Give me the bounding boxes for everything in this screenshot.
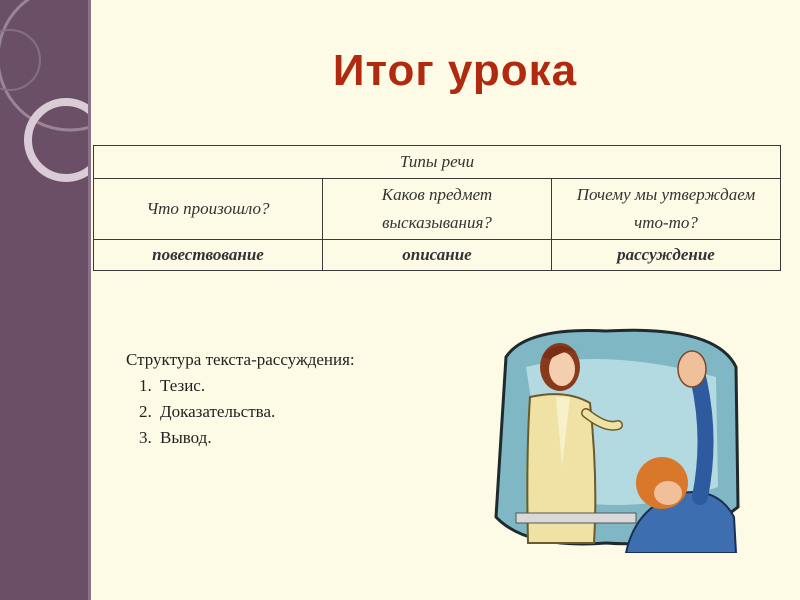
list-item: 3. Вывод. [156,425,355,451]
structure-list [114,373,355,451]
answer-cell: описание [323,240,552,271]
teacher-illustration [486,317,748,553]
teacher-student-clipart-icon [486,317,748,553]
table-row [94,240,781,271]
question-cell: Что произошло? [94,179,323,240]
question-cell: Почему мы утверждаем что-то? [552,179,781,240]
structure-heading: Структура текста-рассуждения: [126,350,355,369]
list-item: 1. Тезис. [156,373,355,399]
table-header-cell: Типы речи [94,146,781,179]
list-item: 2. Доказательства. [156,399,355,425]
table-header-row [94,146,781,179]
structure-block [114,347,355,451]
table-row [94,179,781,240]
answer-cell: рассуждение [552,240,781,271]
speech-types-table [93,145,781,271]
slide-title: Итог урока [332,46,578,95]
question-cell: Каков предмет высказывания? [323,179,552,240]
answer-cell: повествование [94,240,323,271]
